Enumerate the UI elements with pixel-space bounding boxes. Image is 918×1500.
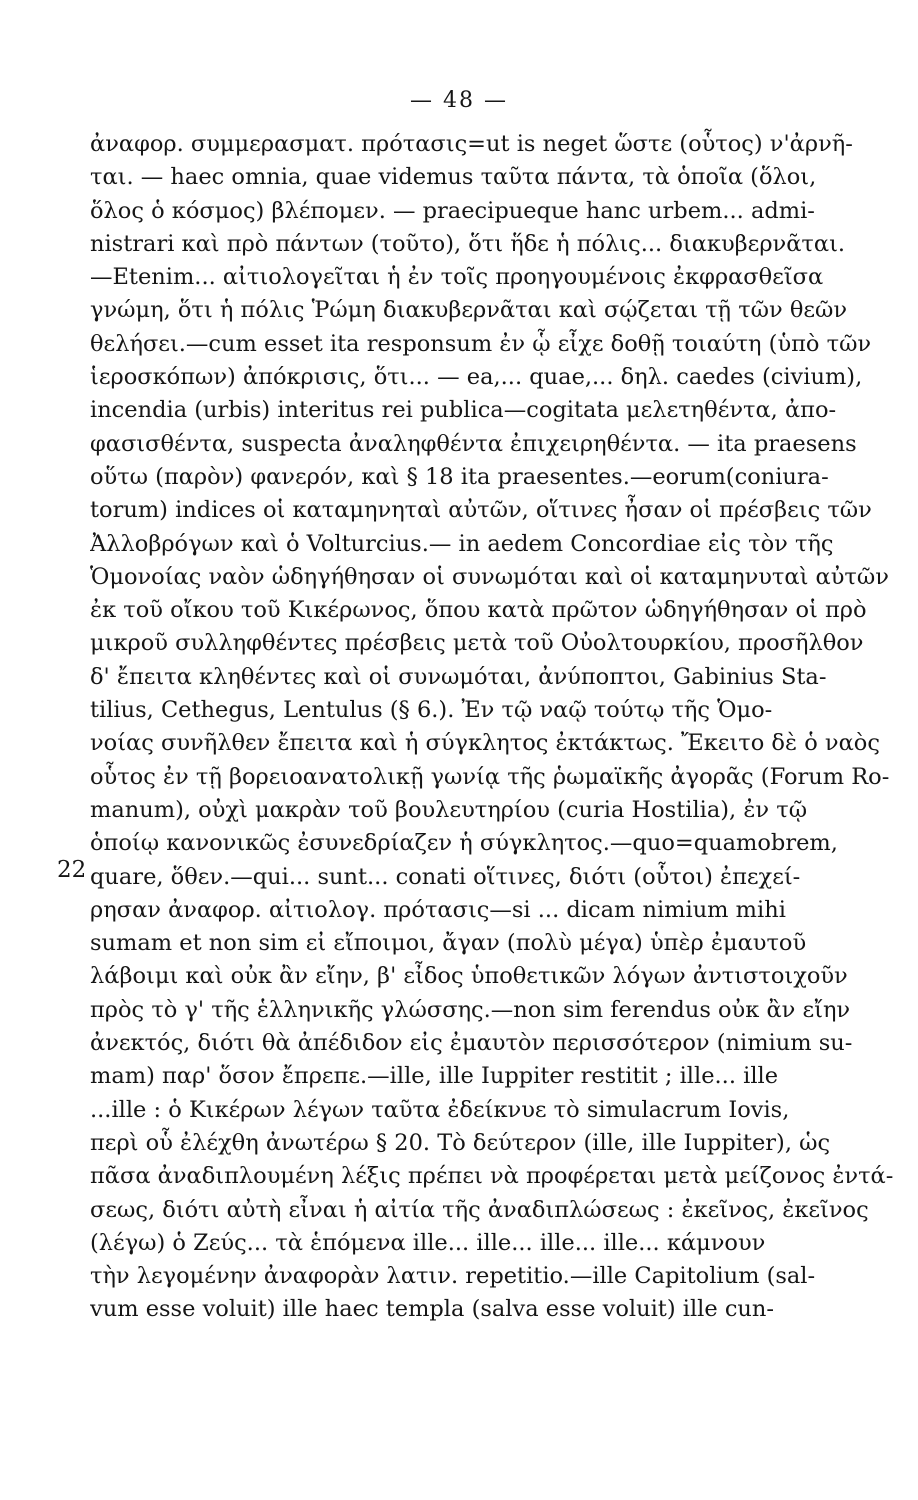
text-line (90, 328, 908, 361)
text-line-content: περὶ οὗ ἐλέχθη ἀνωτέρω § 20. Τὸ δεύτερον (ille, ille Iuppiter), ὡς (90, 1129, 831, 1156)
text-line-content: (λέγω) ὁ Ζεύς... τὰ ἑπόμενα ille... ille... ille... ille... κάμνουν (90, 1229, 766, 1256)
text-line-content: vum esse voluit) ille haec templa (salva esse voluit) ille cun- (90, 1296, 775, 1323)
text-line (90, 1027, 908, 1060)
text-line (90, 128, 908, 161)
text-line (90, 627, 908, 660)
page-number: — 48 — (410, 88, 508, 113)
text-line-content: πᾶσα ἀναδιπλουμένη λέξις πρέπει νὰ προφέρεται μετὰ μείζονος ἐντά- (90, 1163, 894, 1190)
text-line-content: ρησαν ἀναφορ. αἰτιολογ. πρότασις—si ... dicam nimium mihi (90, 896, 786, 923)
text-line-content: tilius, Cethegus, Lentulus (§ 6.). Ἐν τῷ ναῷ τούτῳ τῆς Ὁμο- (90, 697, 773, 724)
text-line-content: nistrari καὶ πρὸ πάντων (τοῦτο), ὅτι ἥδε ἡ πόλις... διακυβερνᾶται. (90, 230, 846, 257)
text-line (90, 661, 908, 694)
text-line (90, 1293, 908, 1326)
text-line (90, 1094, 908, 1127)
text-line-content: quare, ὅθεν.—qui... sunt... conati οἵτινες, διότι (οὗτοι) ἐπεχεί- (90, 863, 801, 890)
text-line-content: incendia (urbis) interitus rei publica—cogitata μελετηθέντα, ἀπο- (90, 397, 837, 424)
text-line (90, 827, 908, 860)
text-line-content: γνώμη, ὅτι ἡ πόλις Ῥώμη διακυβερνᾶται καὶ σῴζεται τῇ τῶν θεῶν (90, 297, 848, 324)
text-line-content: ται. — haec omnia, quae videmus ταῦτα πάντα, τὰ ὁποῖα (ὅλοι, (90, 164, 817, 191)
text-line (90, 1260, 908, 1293)
text-line-content: manum), οὐχὶ μακρὰν τοῦ βουλευτηρίου (curia Hostilia), ἐν τῷ (90, 796, 808, 823)
text-line (90, 361, 908, 394)
text-line-content: ὁποίῳ κανονικῶς ἐσυνεδρίαζεν ἡ σύγκλητος.—quo=quamobrem, (90, 830, 838, 857)
text-line (90, 461, 908, 494)
text-line (90, 794, 908, 827)
text-line-content: mam) παρ' ὅσον ἔπρεπε.—ille, ille Iuppiter restitit ; ille... ille (90, 1063, 779, 1090)
text-line (90, 261, 908, 294)
text-line (90, 228, 908, 261)
text-line (90, 960, 908, 993)
margin-line-number: 22 (57, 857, 87, 883)
text-line-content: τὴν λεγομένην ἀναφορὰν λατιν. repetitio.—ille Capitolium (sal- (90, 1263, 816, 1290)
text-line (90, 927, 908, 960)
text-line-content: ὅλος ὁ κόσμος) βλέπομεν. — praecipueque hanc urbem... admi- (90, 197, 815, 224)
text-line-content: Ὁμονοίας ναὸν ὡδηγήθησαν οἱ συνωμόται καὶ οἱ καταμηνυταὶ αὐτῶν (90, 563, 889, 590)
text-line (90, 694, 908, 727)
text-line (90, 761, 908, 794)
text-line-content: ἀνεκτός, διότι θὰ ἀπέδιδον εἰς ἐμαυτὸν περισσότερον (nimium su- (90, 1030, 853, 1057)
text-line (90, 528, 908, 561)
text-line-content: νοίας συνῆλθεν ἔπειτα καὶ ἡ σύγκλητος ἐκτάκτως. Ἔκειτο δὲ ὁ ναὸς (90, 730, 880, 757)
text-line (90, 994, 908, 1027)
text-line (90, 727, 908, 760)
text-line-content: οὕτω (παρὸν) φανερόν, καὶ § 18 ita praesentes.—eorum(coniura- (90, 463, 829, 490)
text-line-content: sumam et non sim εἰ εἴποιμοι, ἄγαν (πολὺ μέγα) ὑπὲρ ἐμαυτοῦ (90, 930, 807, 957)
text-line (90, 861, 908, 894)
text-line (90, 1127, 908, 1160)
commentary-text (90, 128, 908, 1327)
text-line-content: σεως, διότι αὐτὴ εἶναι ἡ αἰτία τῆς ἀναδιπλώσεως : ἐκεῖνος, ἐκεῖνος (90, 1196, 869, 1223)
text-line-content: πρὸς τὸ γ' τῆς ἑλληνικῆς γλώσσης.—non sim ferendus οὐκ ἂν εἴην (90, 996, 851, 1023)
text-line (90, 1227, 908, 1260)
text-line (90, 294, 908, 327)
text-line-content: ...ille : ὁ Κικέρων λέγων ταῦτα ἐδείκνυε τὸ simulacrum Iovis, (90, 1096, 790, 1123)
text-line-content: —Etenim... αἰτιολογεῖται ἡ ἐν τοῖς προηγουμένοις ἐκφρασθεῖσα (90, 264, 824, 291)
text-line-content: Ἀλλοβρόγων καὶ ὁ Volturcius.— in aedem Concordiae εἰς τὸν τῆς (90, 530, 834, 557)
text-line-content: torum) indices οἱ καταμηνηταὶ αὐτῶν, οἵτινες ἦσαν οἱ πρέσβεις τῶν (90, 497, 872, 524)
text-line-content: ἱεροσκόπων) ἀπόκρισις, ὅτι... — ea,... quae,... δηλ. caedes (civium), (90, 364, 863, 391)
text-line (90, 394, 908, 427)
text-line (90, 195, 908, 228)
text-line (90, 561, 908, 594)
text-line (90, 894, 908, 927)
text-line (90, 1160, 908, 1193)
text-line-content: λάβοιμι καὶ οὐκ ἂν εἴην, β' εἶδος ὑποθετικῶν λόγων ἀντιστοιχοῦν (90, 963, 848, 990)
text-line-content: ἀναφορ. συμμερασματ. πρότασις=ut is neget ὥστε (οὗτος) ν'ἀρνῆ- (90, 131, 853, 157)
text-line (90, 1060, 908, 1093)
text-line-content: ἐκ τοῦ οἴκου τοῦ Κικέρωνος, ὅπου κατὰ πρῶτον ὡδηγήθησαν οἱ πρὸ (90, 597, 867, 624)
text-line (90, 494, 908, 527)
text-line (90, 161, 908, 194)
text-line-content: οὗτος ἐν τῇ βορειοανατολικῇ γωνίᾳ τῆς ῥωμαϊκῆς ἀγορᾶς (Forum Ro- (90, 763, 890, 790)
text-line-content: φασισθέντα, suspecta ἀναληφθέντα ἐπιχειρηθέντα. — ita praesens (90, 430, 857, 457)
text-line (90, 1194, 908, 1227)
text-line-content: δ' ἔπειτα κληθέντες καὶ οἱ συνωμόται, ἀνύποπτοι, Gabinius Sta- (90, 663, 827, 690)
text-line (90, 428, 908, 461)
text-line-content: μικροῦ συλληφθέντες πρέσβεις μετὰ τοῦ Οὐολτουρκίου, προσῆλθον (90, 630, 864, 657)
text-line-content: θελήσει.—cum esset ita responsum ἐν ᾧ εἶχε δοθῇ τοιαύτη (ὑπὸ τῶν (90, 330, 872, 357)
text-line (90, 594, 908, 627)
